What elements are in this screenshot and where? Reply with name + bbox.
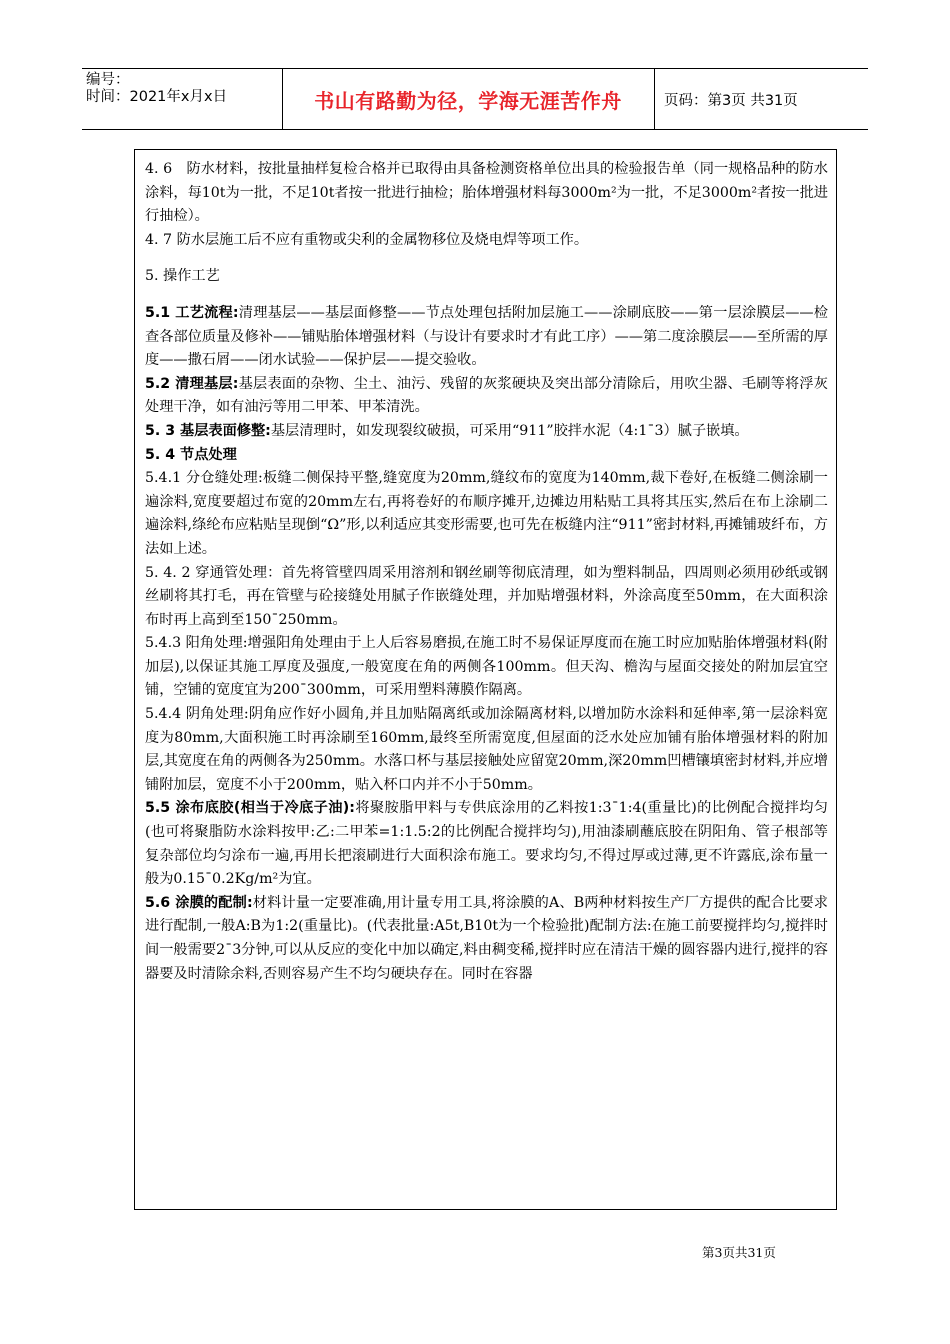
header-meta xyxy=(82,69,283,129)
paragraph-5-1-text: 清理基层——基层面修整——节点处理包括附加层施工——涂刷底胶——第一层涂膜层——检查各部位质量及修补——铺贴胎体增强材料（与设计有要求时才有此工序）——第二度涂膜层——至所需的厚度——撒石屑——闭水试验——保护层——提交验收。 xyxy=(145,304,828,369)
document-date-label: 时间：2021年x月x日 xyxy=(86,89,228,105)
paragraph-4-6: 4. 6 防水材料，按批量抽样复检合格并已取得由具备检测资格单位出具的检验报告单（同一规格品种的防水涂料，每10t为一批，不足10t者按一批进行抽检；胎体增强材料每3000m²为一批，不足3000m²者按一批进行抽检）。 xyxy=(145,161,828,225)
paragraph-5-2 xyxy=(145,373,828,420)
header-page-cell xyxy=(654,69,868,129)
page-header xyxy=(82,68,868,130)
paragraph-5-2-text: 基层表面的杂物、尘土、油污、残留的灰浆硬块及突出部分清除后，用吹尘器、毛刷等将浮灰处理干净，如有油污等用二甲苯、甲苯清洗。 xyxy=(145,375,828,416)
paragraph-5-4-2: 5. 4. 2 穿通管处理：首先将管壁四周采用溶剂和钢丝刷等彻底清理，如为塑料制品，四周则必须用砂纸或钢丝刷将其打毛，再在管壁与砼接缝处用腻子作嵌缝处理，并加贴增强材料，外涂高度至50mm，在大面积涂布时再上高到至150¯250mm。 xyxy=(145,564,828,628)
paragraph-5-4-4: 5.4.4 阴角处理:阴角应作好小圆角,并且加贴隔离纸或加涂隔离材料,以增加防水涂料和延伸率,第一层涂料宽度为80mm,大面积施工时再涂刷至160mm,最终至所需宽度,但屋面的泛水处应加铺有胎体增强材料的附加层,其宽度在角的两侧各为250mm。水落口杯与基层接触处应留宽20mm,深20mm凹槽镶填密封材料,并应增铺附加层，宽度不小于200mm，贴入杯口内并不小于50mm。 xyxy=(145,706,828,793)
paragraph-5-3-title: 5. 3 基层表面修整: xyxy=(145,422,271,439)
paragraph-5-6 xyxy=(145,892,828,986)
paragraph-5-5-text: 将聚胺脂甲料与专供底涂用的乙料按1:3¯1:4(重量比)的比例配合搅拌均匀(也可将聚脂防水涂料按甲:乙:二甲苯=1:1.5:2的比例配合搅拌均匀),用油漆刷蘸底胶在阴阳角、管子根部等复杂部位均匀涂布一遍,再用长把滚刷进行大面积涂布施工。要求均匀,不得过厚或过薄,更不许露底,涂布量一般为0.15¯0.2Kg/m²为宜。 xyxy=(145,800,828,888)
document-body xyxy=(145,158,828,986)
header-motto: 书山有路勤为径，学海无涯苦作舟 xyxy=(314,88,622,113)
paragraph-5-5-title: 5.5 涂布底胶(相当于冷底子油): xyxy=(145,800,355,817)
paragraph-5-4-1: 5.4.1 分仓缝处理:板缝二侧保持平整,缝宽度为20mm,缝纹布的宽度为140mm,裁下卷好,在板缝二侧涂刷一遍涂料,宽度要超过布宽的20mm左右,再将卷好的布顺序摊开,边摊边用粘贴工具将其压实,然后在布上涂刷二遍涂料,绦纶布应粘贴呈现倒“Ω”形,以利适应其变形需要,也可先在板缝内注“911”密封材料,再摊铺玻纤布，方法如上述。 xyxy=(145,470,828,557)
paragraph-5-6-title: 5.6 涂膜的配制: xyxy=(145,894,253,911)
header-motto-cell xyxy=(282,69,655,129)
paragraph-5-2-title: 5.2 清理基层: xyxy=(145,375,239,392)
page-footer-number: 第3页共31页 xyxy=(702,1245,776,1260)
content-frame xyxy=(134,149,837,1210)
document-number-label: 编号： xyxy=(86,72,130,88)
paragraph-5-4-title: 5. 4 节点处理 xyxy=(145,446,237,463)
paragraph-5-1-title: 5.1 工艺流程: xyxy=(145,304,239,321)
paragraph-5-5 xyxy=(145,797,828,891)
paragraph-4-7: 4. 7 防水层施工后不应有重物或尖利的金属物移位及烧电焊等项工作。 xyxy=(145,231,589,248)
section-5-heading: 5. 操作工艺 xyxy=(145,268,220,285)
paragraph-5-6-text: 材料计量一定要准确,用计量专用工具,将涂膜的A、B两种材料按生产厂方提供的配合比要求进行配制,一般A:B为1:2(重量比)。(代表批量:A5t,B10t为一个检验批)配制方法:在施工前要搅拌均匀,搅拌时间一般需要2¯3分钟,可以从反应的变化中加以确定,料由稠变稀,搅拌时应在清洁干燥的圆容器内进行,搅拌的容器要及时清除余料,否则容易产生不均匀硬块存在。同时在容器 xyxy=(145,894,828,982)
paragraph-5-4 xyxy=(145,444,828,468)
paragraph-5-3-text: 基层清理时，如发现裂纹破损，可采用“911”胶拌水泥（4:1¯3）腻子嵌填。 xyxy=(270,422,749,439)
paragraph-5-4-3: 5.4.3 阳角处理:增强阳角处理由于上人后容易磨损,在施工时不易保证厚度而在施工时应加贴胎体增强材料(附加层),以保证其施工厚度及强度,一般宽度在角的两侧各100mm。但天沟、檐沟与屋面交接处的附加层宜空铺，空铺的宽度宜为200¯300mm，可采用塑料薄膜作隔离。 xyxy=(145,635,828,699)
header-page-label: 页码：第3页 共31页 xyxy=(664,92,798,109)
paragraph-5-1 xyxy=(145,302,828,373)
paragraph-5-3 xyxy=(145,420,828,444)
